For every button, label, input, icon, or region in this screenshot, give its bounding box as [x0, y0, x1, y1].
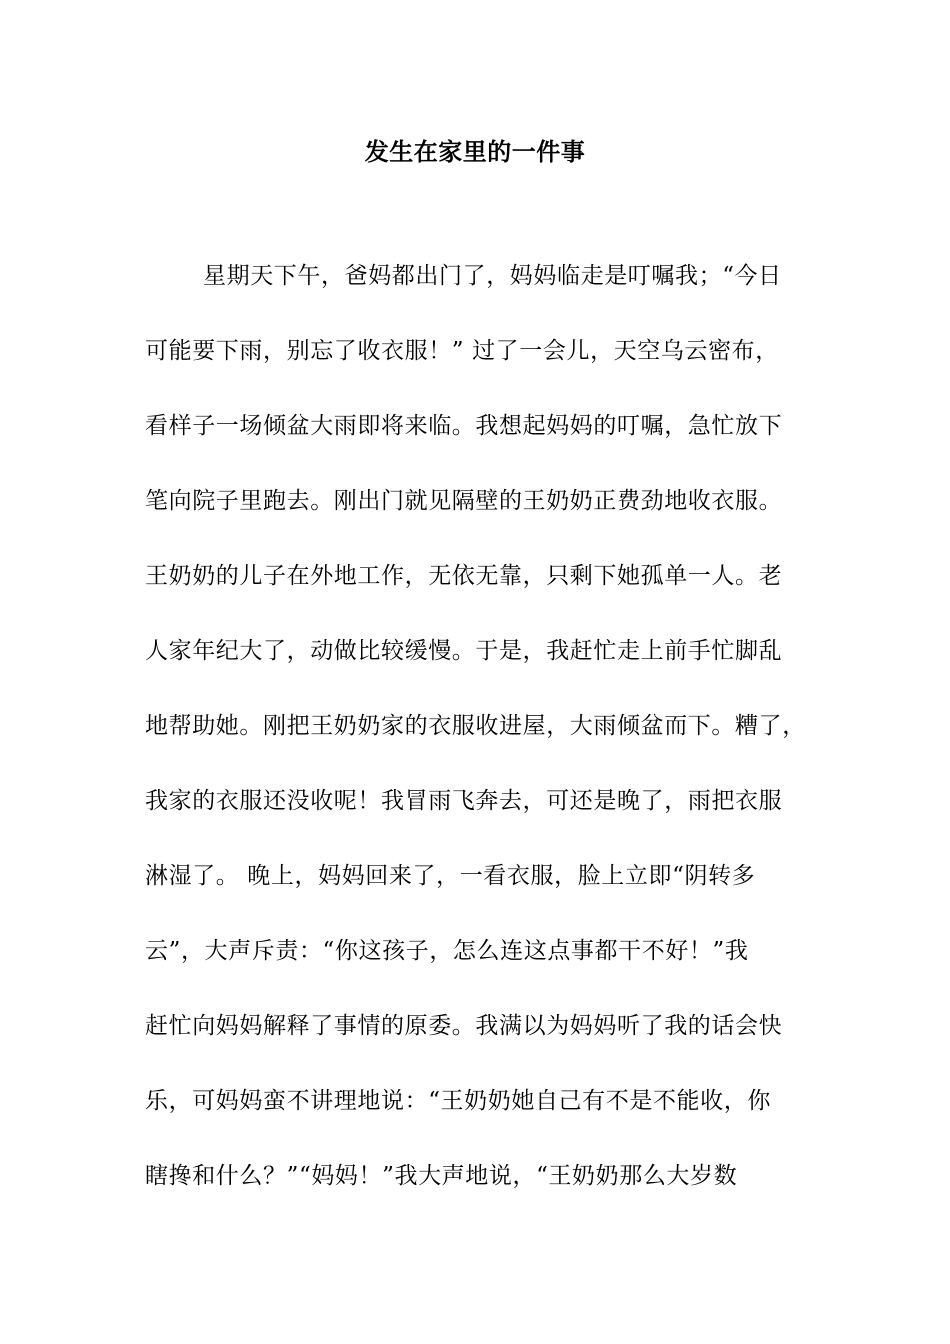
text-line: 星期天下午，爸妈都出门了，妈妈临走是叮嘱我；“今日: [203, 263, 782, 289]
text-line: 人家年纪大了，动做比较缓慢。于是，我赶忙走上前手忙脚乱: [145, 638, 783, 664]
document-body: [145, 257, 825, 1232]
text-line: 可能要下雨，别忘了收衣服！” 过了一会儿，天空乌云密布，: [145, 338, 779, 364]
text-line: 地帮助她。刚把王奶奶家的衣服收进屋，大雨倾盆而下。糟了，: [145, 713, 806, 739]
text-line: 王奶奶的儿子在外地工作，无依无靠，只剩下她孤单一人。老: [145, 563, 783, 589]
document-title: 发生在家里的一件事: [364, 137, 586, 166]
text-line: 乐，可妈妈蛮不讲理地说：“王奶奶她自己有不是不能收，你: [145, 1088, 771, 1114]
text-line: 淋湿了。 晚上，妈妈回来了，一看衣服，脸上立即“阴转多: [145, 863, 756, 889]
text-line: 笔向院子里跑去。刚出门就见隔壁的王奶奶正费劲地收衣服。: [145, 488, 783, 514]
text-line: 赶忙向妈妈解释了事情的原委。我满以为妈妈听了我的话会快: [145, 1013, 783, 1039]
text-line: 看样子一场倾盆大雨即将来临。我想起妈妈的叮嘱，急忙放下: [145, 413, 783, 439]
text-line: 瞎搀和什么？”“妈妈！”我大声地说，“王奶奶那么大岁数: [145, 1163, 738, 1189]
text-line: 我家的衣服还没收呢！我冒雨飞奔去，可还是晚了，雨把衣服: [145, 788, 783, 814]
text-line: 云”，大声斥责：“你这孩子，怎么连这点事都干不好！”我: [145, 938, 749, 964]
